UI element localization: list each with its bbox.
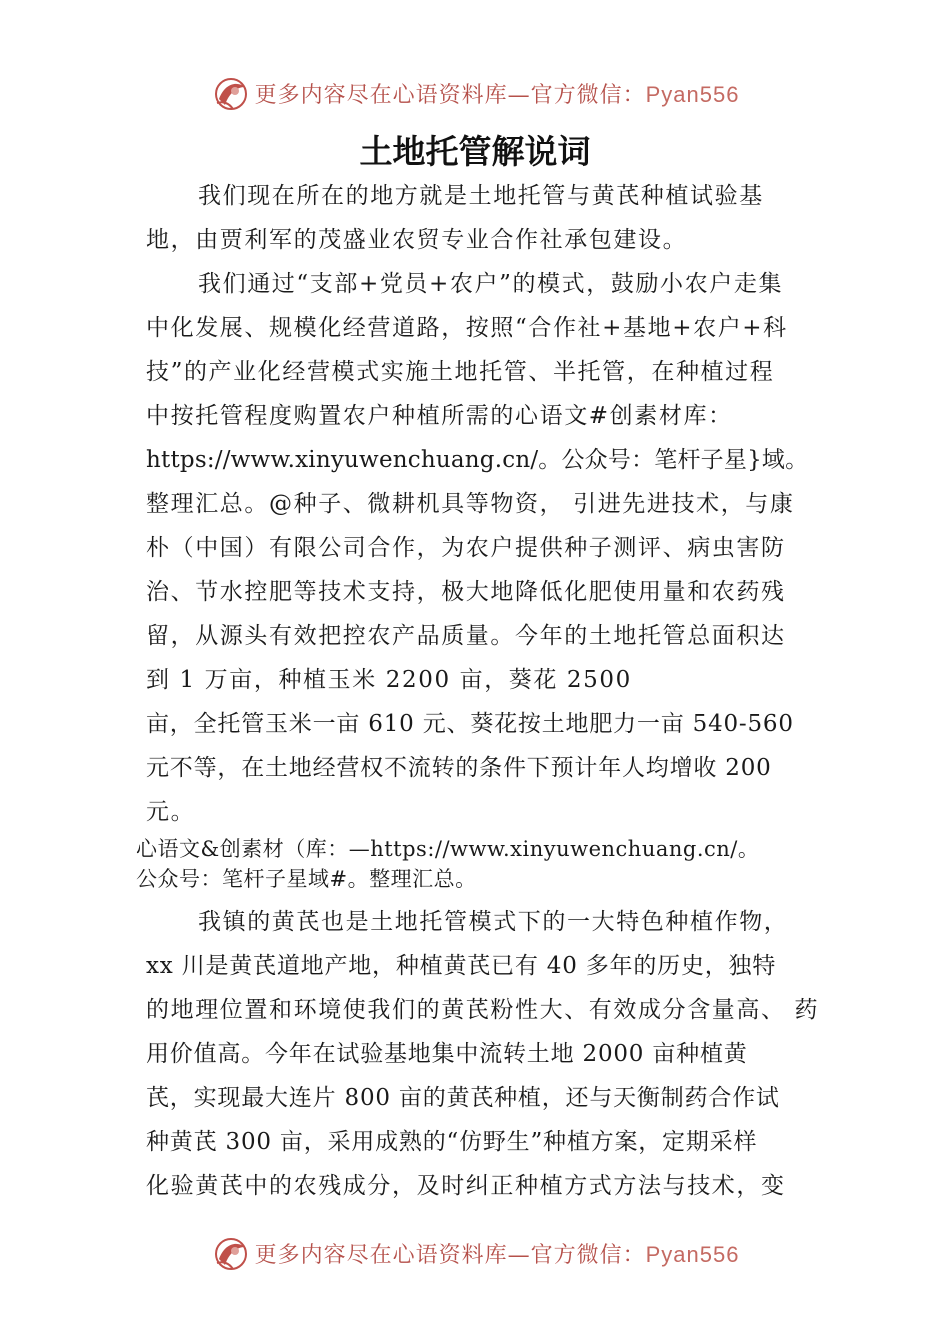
paragraph-line: 中化发展、规模化经营道路，按照“合作社+基地+农户+科 — [146, 315, 788, 341]
paragraph-line: 元。 — [146, 799, 196, 825]
paragraph-line: 用价值高。今年在试验基地集中流转土地 2000 亩种植黄 — [146, 1041, 748, 1067]
paragraph-line: 留，从源头有效把控农产品质量。今年的土地托管总面积达 — [146, 623, 786, 649]
paragraph-line: 我们通过“支部+党员+农户”的模式，鼓励小农户走集 — [198, 271, 784, 297]
paragraph-line: 种黄芪 300 亩，采用成熟的“仿野生”种植方案，定期采样 — [146, 1129, 758, 1155]
paragraph-line: 芪，实现最大连片 800 亩的黄芪种植，还与天衡制药合作试 — [146, 1085, 780, 1111]
paragraph-line: 地，由贾利军的茂盛业农贸专业合作社承包建设。 — [146, 227, 688, 253]
flower-logo-icon — [211, 1233, 251, 1273]
paragraph-line: 整理汇总。@种子、微耕机具等物资， 引进先进技术，与康 — [146, 491, 795, 517]
banner-text: 更多内容尽在心语资料库—官方微信：Pyan556 — [254, 81, 740, 108]
paragraph-line: 我们现在所在的地方就是土地托管与黄芪种植试验基 — [198, 183, 764, 209]
paragraph-line: 的地理位置和环境使我们的黄芪粉性大、有效成分含量高、 药 — [146, 997, 820, 1023]
paragraph-line: 中按托管程度购置农户种植所需的心语文#创素材库： — [146, 403, 733, 429]
paragraph-line: 亩，全托管玉米一亩 610 元、葵花按土地肥力一亩 540-560 — [146, 711, 794, 737]
source-note-line: 公众号：笔杆子星域#。整理汇总。 — [136, 867, 477, 891]
paragraph-line: 技”的产业化经营模式实施土地托管、半托管，在种植过程 — [146, 359, 775, 385]
footer-banner — [0, 1230, 950, 1276]
paragraph-line: https://www.xinyuwenchuang.cn/。公众号：笔杆子星}域。 — [146, 447, 809, 473]
source-note-line: 心语文&创素材（库：—https://www.xinyuwenchuang.cn/。 — [136, 837, 760, 861]
paragraph-line: 朴（中国）有限公司合作，为农户提供种子测评、病虫害防 — [146, 535, 786, 561]
flower-logo-icon — [211, 73, 251, 113]
paragraph-line: 我镇的黄芪也是土地托管模式下的一大特色种植作物， — [198, 909, 789, 935]
document-body — [136, 174, 826, 1208]
paragraph-line: 化验黄芪中的农残成分，及时纠正种植方式方法与技术，变 — [146, 1173, 786, 1199]
paragraph-line: xx 川是黄芪道地产地，种植黄芪已有 40 多年的历史，独特 — [146, 953, 777, 979]
paragraph-line: 元不等，在土地经营权不流转的条件下预计年人均增收 200 — [146, 755, 772, 781]
wechat-id: Pyan556 — [645, 1241, 740, 1267]
banner-text: 更多内容尽在心语资料库—官方微信：Pyan556 — [254, 1241, 740, 1268]
page-title: 土地托管解说词 — [359, 132, 591, 171]
wechat-id: Pyan556 — [645, 81, 740, 107]
paragraph-line: 治、节水控肥等技术支持，极大地降低化肥使用量和农药残 — [146, 579, 786, 605]
paragraph-line: 到 1 万亩，种植玉米 2200 亩，葵花 2500 — [146, 667, 632, 693]
header-banner — [0, 70, 950, 116]
